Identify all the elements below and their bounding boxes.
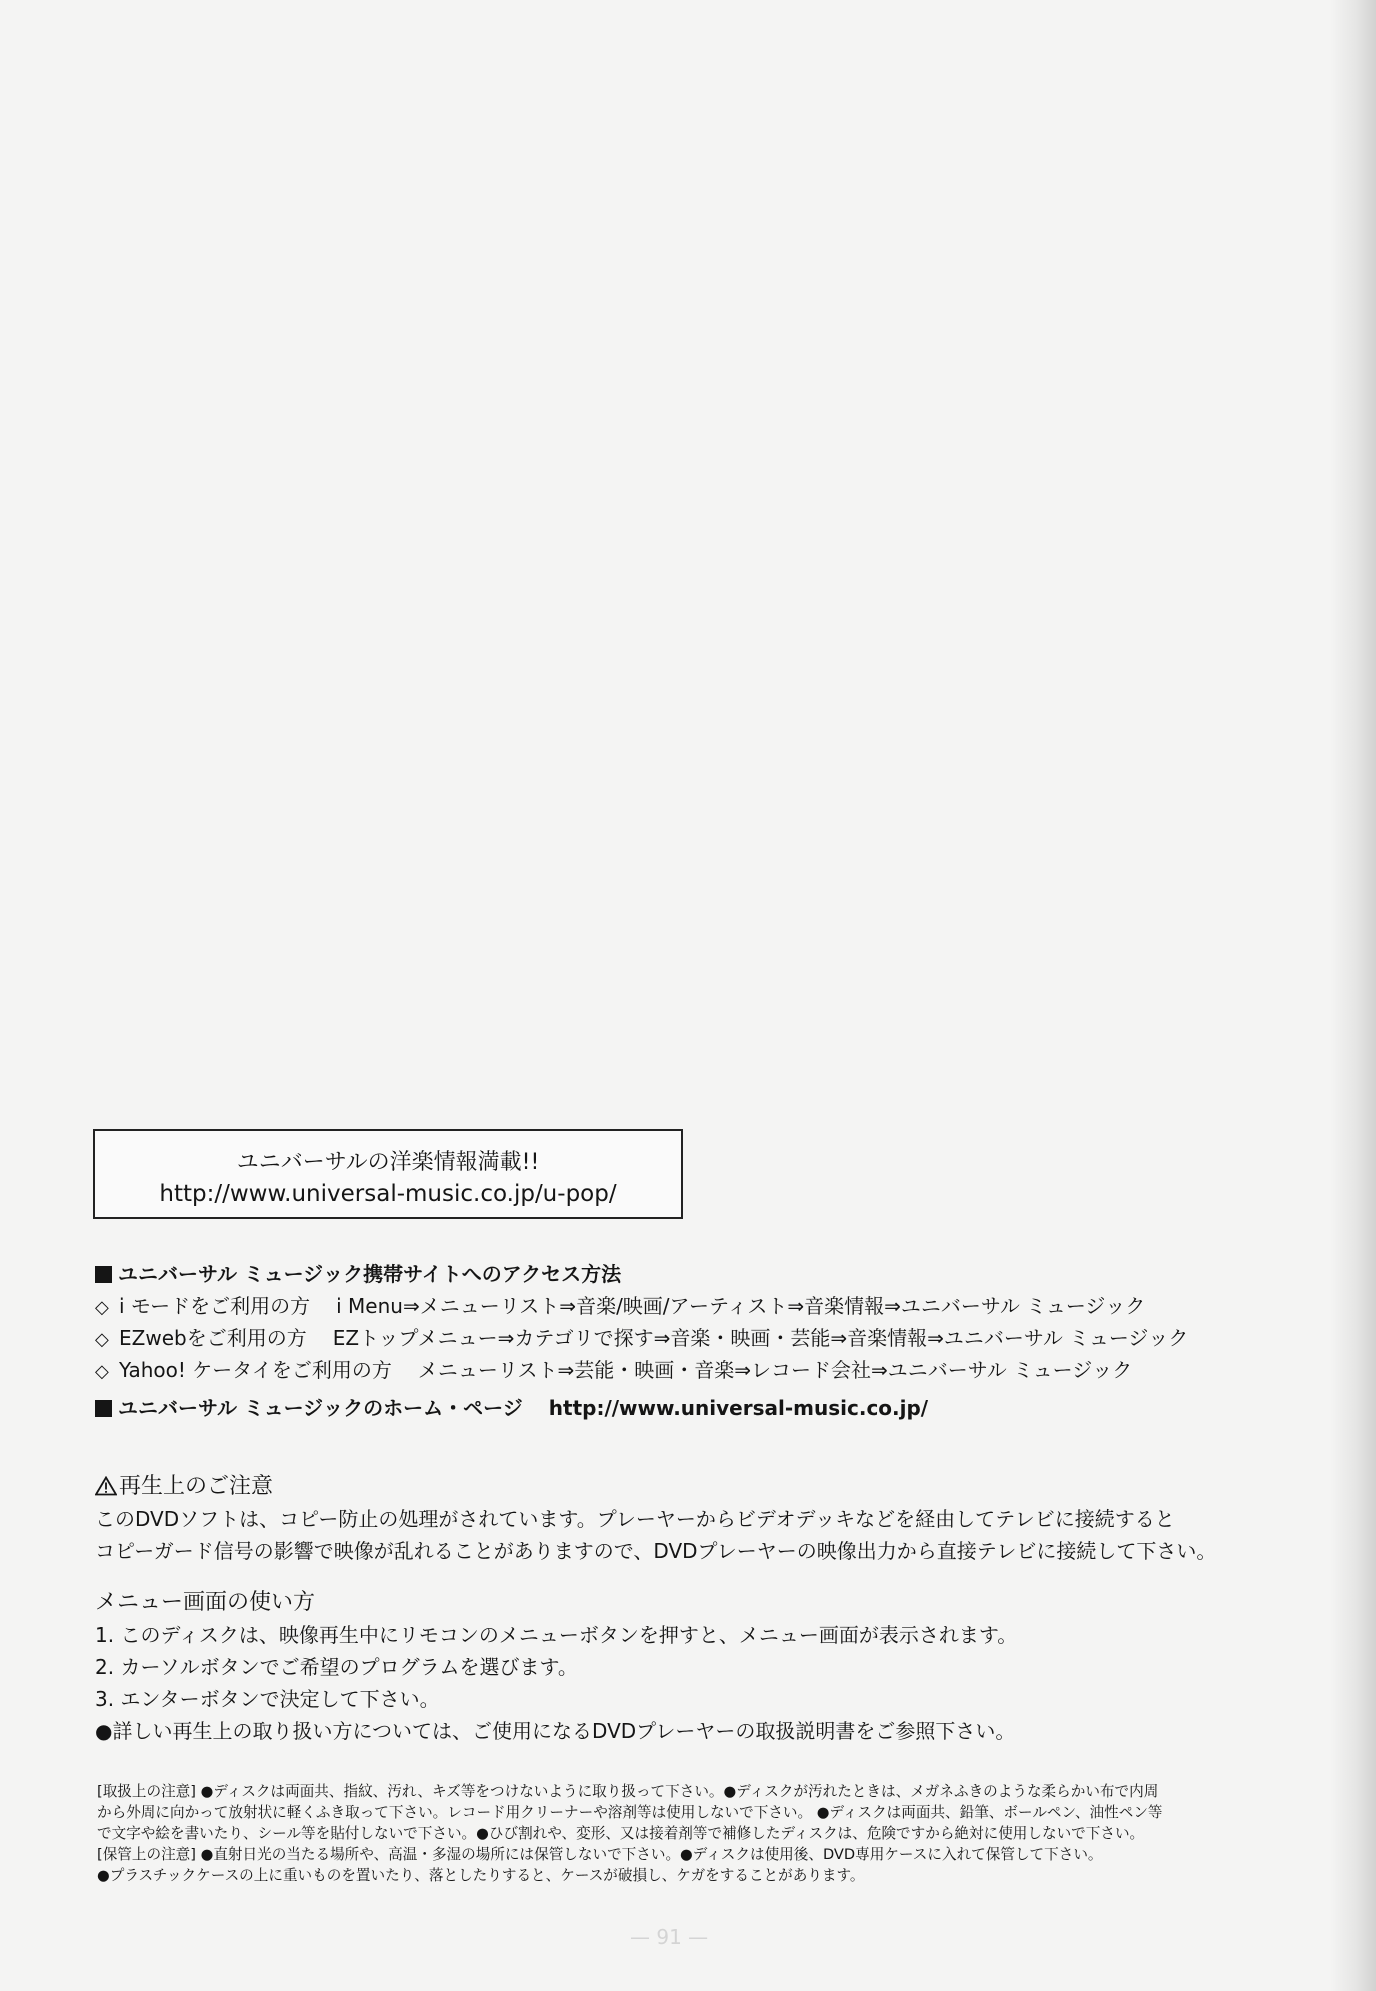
mobile-row-label: EZwebをご利用の方 <box>119 1326 307 1350</box>
mobile-row-imode <box>95 1290 1145 1319</box>
menu-usage-step: 3. エンターボタンで決定して下さい。 <box>95 1687 440 1711</box>
playback-warning-title-text: 再生上のご注意 <box>119 1474 274 1499</box>
mobile-row-path: i Menu⇒メニューリスト⇒音楽/映画/アーティスト⇒音楽情報⇒ユニバーサル ミュージック <box>336 1294 1146 1318</box>
menu-usage-step: 1. このディスクは、映像再生中にリモコンのメニューボタンを押すと、メニュー画面が表示されます。 <box>95 1623 1018 1647</box>
diamond-bullet-icon: ◇ <box>95 1297 109 1318</box>
storage-note-line: ●プラスチックケースの上に重いものを置いたり、落としたりすると、ケースが破損し、ケガをすることがあります。 <box>97 1867 865 1884</box>
mobile-row-path: メニューリスト⇒芸能・映画・音楽⇒レコード会社⇒ユニバーサル ミュージック <box>417 1358 1133 1382</box>
mobile-row-yahoo <box>95 1354 1132 1383</box>
playback-warning-line: このDVDソフトは、コピー防止の処理がされています。プレーヤーからビデオデッキなどを経由してテレビに接続すると <box>95 1507 1175 1531</box>
mobile-access-heading <box>95 1258 621 1287</box>
mobile-row-label: Yahoo! ケータイをご利用の方 <box>119 1358 392 1382</box>
page-number: — 91 — <box>630 1925 709 1949</box>
handling-note-line: で文字や絵を書いたり、シール等を貼付しないで下さい。●ひび割れや、変形、又は接着剤等で補修したディスクは、危険ですから絶対に使用しないで下さい。 <box>97 1825 1145 1842</box>
binding-shadow <box>1330 0 1376 1991</box>
playback-warning-line: コピーガード信号の影響で映像が乱れることがありますので、DVDプレーヤーの映像出力から直接テレビに接続して下さい。 <box>95 1539 1217 1563</box>
menu-usage-note: ●詳しい再生上の取り扱い方については、ご使用になるDVDプレーヤーの取扱説明書をご参照下さい。 <box>95 1719 1016 1743</box>
homepage-line <box>95 1392 928 1421</box>
url-box <box>93 1129 683 1219</box>
mobile-row-path: EZトップメニュー⇒カテゴリで探す⇒音楽・映画・芸能⇒音楽情報⇒ユニバーサル ミュージック <box>332 1326 1189 1350</box>
square-bullet-icon <box>95 1266 112 1283</box>
homepage-label: ユニバーサル ミュージックのホーム・ページ <box>118 1396 523 1420</box>
homepage-url[interactable]: http://www.universal-music.co.jp/ <box>548 1396 929 1420</box>
mobile-row-label: i モードをご利用の方 <box>119 1294 311 1318</box>
menu-usage-title: メニュー画面の使い方 <box>95 1590 316 1615</box>
playback-warning-title <box>95 1469 273 1500</box>
handling-note-line: から外周に向かって放射状に軽くふき取って下さい。レコード用クリーナーや溶剤等は使用しないで下さい。 ●ディスクは両面共、鉛筆、ボールペン、油性ペン等 <box>97 1804 1163 1821</box>
menu-usage-step: 2. カーソルボタンでご希望のプログラムを選びます。 <box>95 1655 578 1679</box>
storage-note-line: [保管上の注意] ●直射日光の当たる場所や、高温・多湿の場所には保管しないで下さい。●ディスクは使用後、DVD専用ケースに入れて保管して下さい。 <box>97 1846 1103 1863</box>
mobile-access-heading-text: ユニバーサル ミュージック携帯サイトへのアクセス方法 <box>118 1262 622 1286</box>
mobile-row-ezweb <box>95 1322 1188 1351</box>
url-box-link[interactable]: http://www.universal-music.co.jp/u-pop/ <box>159 1181 617 1207</box>
diamond-bullet-icon: ◇ <box>95 1361 109 1382</box>
url-box-headline: ユニバーサルの洋楽情報満載!! <box>236 1150 540 1175</box>
handling-note-line: [取扱上の注意] ●ディスクは両面共、指紋、汚れ、キズ等をつけないように取り扱って下さい。●ディスクが汚れたときは、メガネふきのような柔らかい布で内周 <box>97 1783 1159 1800</box>
diamond-bullet-icon: ◇ <box>95 1329 109 1350</box>
warning-triangle-icon <box>95 1476 117 1496</box>
square-bullet-icon <box>95 1400 112 1417</box>
